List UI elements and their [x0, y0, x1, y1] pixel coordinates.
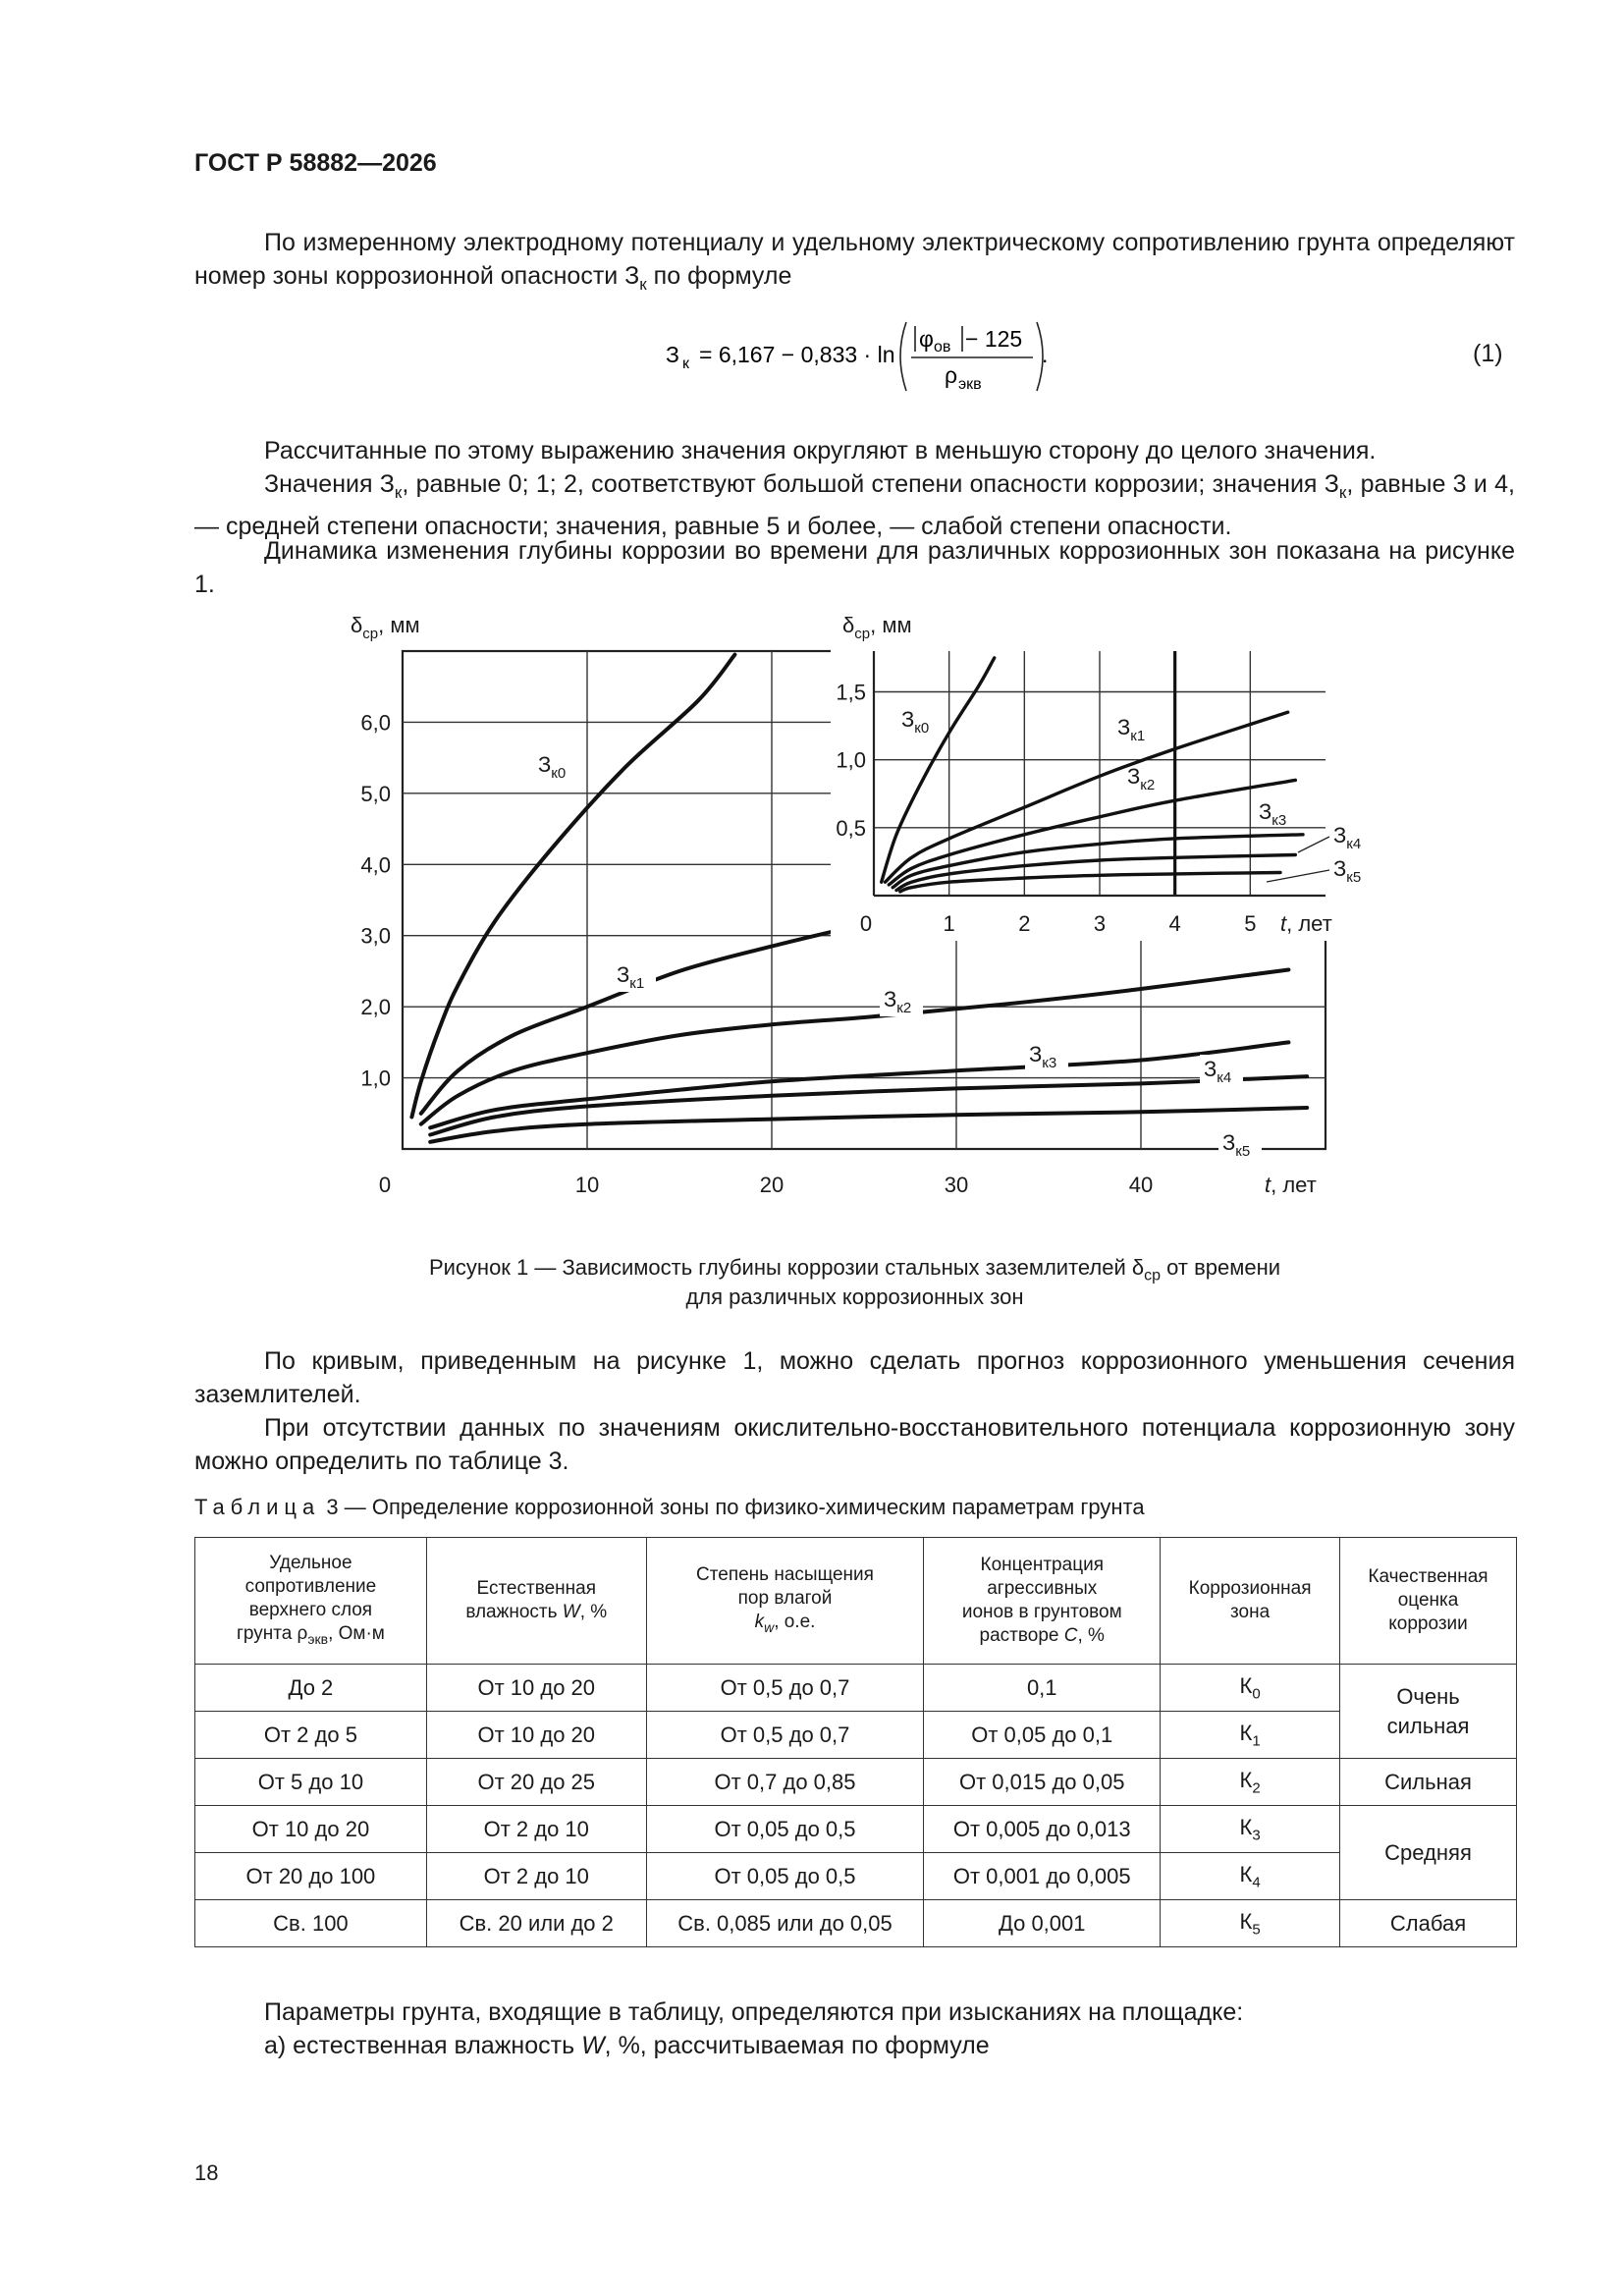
main-curve-к5 — [430, 1108, 1307, 1142]
inset-y-tick-label: 0,5 — [836, 815, 866, 841]
inset-y-tick-label: 1,0 — [836, 747, 866, 773]
cell-moisture: От 20 до 25 — [426, 1759, 646, 1806]
cell-concentration: От 0,005 до 0,013 — [924, 1806, 1161, 1853]
formula-end: . — [1042, 342, 1049, 367]
main-x-tick-label: 40 — [1128, 1173, 1154, 1197]
table-row — [195, 1665, 1517, 1712]
main-y-tick-label: 4,0 — [360, 852, 391, 878]
main-curve-label-к1: $З_{к1}$ — [617, 962, 645, 992]
cell-saturation: От 0,05 до 0,5 — [646, 1806, 924, 1853]
main-curve-label-к0: $З_{к0}$ — [538, 752, 567, 782]
cell-zone: $К_4$ — [1161, 1853, 1340, 1900]
cell-zone: $К_3$ — [1161, 1806, 1340, 1853]
main-y-tick-label: 1,0 — [360, 1066, 391, 1091]
main-y-tick-label: 6,0 — [360, 710, 391, 736]
header-concentration: Концентрация агрессивных ионов в грунтовом растворе C, % — [924, 1538, 1161, 1665]
formula-lhs: З — [666, 342, 679, 367]
main-y-tick-label: 2,0 — [360, 995, 391, 1020]
main-y-axis-label: $\delta_{ср}$, мм — [351, 613, 420, 642]
main-y-tick-label: 5,0 — [360, 781, 391, 806]
formula-den-sub: экв — [958, 376, 982, 393]
header-saturation: Степень насыщения пор влагой $k_w$, о.е. — [646, 1538, 924, 1665]
cell-moisture: От 2 до 10 — [426, 1853, 646, 1900]
inset-x-tick-label: 0 — [859, 911, 873, 936]
cell-resistivity: От 5 до 10 — [195, 1759, 427, 1806]
inset-x-tick-label: 4 — [1168, 911, 1181, 936]
header-moisture: Естественная влажность W, % — [426, 1538, 646, 1665]
main-curve-label-к3: $З_{к3}$ — [1029, 1042, 1057, 1071]
cell-saturation: От 0,5 до 0,7 — [646, 1712, 924, 1759]
main-curve-label-к4: $З_{к4}$ — [1204, 1057, 1232, 1086]
cell-moisture: Св. 20 или до 2 — [426, 1900, 646, 1947]
table-row — [195, 1900, 1517, 1947]
inset-curve-label-к4: $З_{к4}$ — [1333, 823, 1362, 852]
main-x-tick-label: 10 — [574, 1173, 600, 1197]
main-x-tick-label: 0 — [378, 1173, 392, 1197]
main-curve-label-к2: $З_{к2}$ — [884, 987, 912, 1016]
header-zone: Коррозионная зона — [1161, 1538, 1340, 1665]
main-x-tick-label: 20 — [759, 1173, 784, 1197]
paragraph-soil-params: Параметры грунта, входящие в таблицу, определяются при изысканиях на площадке: — [264, 1998, 1244, 2026]
inset-x-tick-label: 5 — [1244, 911, 1257, 936]
cell-zone: $К_1$ — [1161, 1712, 1340, 1759]
inset-curve-label-к3: $З_{к3}$ — [1259, 799, 1287, 829]
cell-zone: $К_2$ — [1161, 1759, 1340, 1806]
cell-zone: $К_0$ — [1161, 1665, 1340, 1712]
main-curve-к0 — [411, 655, 734, 1118]
inset-x-tick-label: 2 — [1018, 911, 1031, 936]
cell-concentration: От 0,05 до 0,1 — [924, 1712, 1161, 1759]
inset-x-tick-label: 1 — [943, 911, 955, 936]
cell-saturation: Св. 0,085 или до 0,05 — [646, 1900, 924, 1947]
main-x-tick-label: 30 — [944, 1173, 969, 1197]
cell-assessment-medium: Средняя — [1340, 1806, 1517, 1900]
inset-curve-label-к2: $З_{к2}$ — [1127, 764, 1156, 793]
paragraph-dynamics: Динамика изменения глубины коррозии во времени для различных коррозионных зон показана на рисунке 1. — [194, 537, 1515, 598]
inset-x-tick-label: 3 — [1093, 911, 1107, 936]
main-x-axis-label: t, лет — [1265, 1173, 1317, 1197]
cell-resistivity: От 10 до 20 — [195, 1806, 427, 1853]
formula-rhs: = 6,167 − 0,833 · ln — [699, 342, 895, 367]
inset-curve-label-к0: $З_{к0}$ — [901, 707, 930, 737]
cell-resistivity: От 20 до 100 — [195, 1853, 427, 1900]
table-row — [195, 1806, 1517, 1853]
formula-den: ρ — [945, 362, 958, 388]
cell-assessment-weak: Слабая — [1340, 1900, 1517, 1947]
paragraph-rounding: Рассчитанные по этому выражению значения округляют в меньшую сторону до целого значения. — [264, 437, 1377, 465]
inset-curve-label-к5: $З_{к5}$ — [1333, 856, 1362, 886]
cell-saturation: От 0,05 до 0,5 — [646, 1853, 924, 1900]
equation-number: (1) — [1473, 340, 1503, 367]
cell-concentration: От 0,001 до 0,005 — [924, 1853, 1161, 1900]
table-title: Таблица 3 — Определение коррозионной зоны по физико-химическим параметрам грунта — [194, 1495, 1145, 1519]
cell-resistivity: От 2 до 5 — [195, 1712, 427, 1759]
cell-resistivity: До 2 — [195, 1665, 427, 1712]
table-row — [195, 1759, 1517, 1806]
document-code-header: ГОСТ Р 58882—2026 — [194, 149, 437, 177]
table-row — [195, 1853, 1517, 1900]
cell-concentration: 0,1 — [924, 1665, 1161, 1712]
paragraph-moisture-formula: а) естественная влажность W, %, рассчитываемая по формуле — [264, 2032, 990, 2059]
cell-zone: $К_5$ — [1161, 1900, 1340, 1947]
main-y-tick-label: 3,0 — [360, 923, 391, 949]
cell-saturation: От 0,7 до 0,85 — [646, 1759, 924, 1806]
formula-num-phi-sub: ов — [934, 339, 951, 355]
main-curve-к1 — [421, 929, 845, 1114]
page-number: 18 — [194, 2160, 219, 2185]
paragraph-no-data: При отсутствии данных по значениям окислительно-восстановительного потенциала коррозионную зону можно определить по таблице 3. — [194, 1414, 1515, 1475]
cell-resistivity: Св. 100 — [195, 1900, 427, 1947]
inset-y-axis-label: $\delta_{ср}$, мм — [842, 613, 912, 642]
intro-paragraph: По измеренному электродному потенциалу и удельному электрическому сопротивлению грунта определяют номер зоны коррозионной опасности $З_к$ по формуле — [194, 229, 1515, 294]
paragraph-forecast: По кривым, приведенным на рисунке 1, можно сделать прогноз коррозионного уменьшения сечения заземлителей. — [194, 1347, 1515, 1408]
formula-num-rest: − 125 — [965, 326, 1023, 352]
main-curve-label-к5: $З_{к5}$ — [1222, 1130, 1251, 1160]
soil-parameters-table — [194, 1537, 1517, 1947]
cell-moisture: От 10 до 20 — [426, 1712, 646, 1759]
cell-concentration: От 0,015 до 0,05 — [924, 1759, 1161, 1806]
cell-assessment-strong: Сильная — [1340, 1759, 1517, 1806]
inset-y-tick-label: 1,5 — [836, 680, 866, 705]
cell-moisture: От 2 до 10 — [426, 1806, 646, 1853]
cell-moisture: От 10 до 20 — [426, 1665, 646, 1712]
table-header-row — [195, 1538, 1517, 1665]
header-assessment: Качественная оценка коррозии — [1340, 1538, 1517, 1665]
inset-x-axis-label: t, лет — [1280, 911, 1332, 936]
cell-concentration: До 0,001 — [924, 1900, 1161, 1947]
cell-saturation: От 0,5 до 0,7 — [646, 1665, 924, 1712]
main-curve-к3 — [430, 1042, 1288, 1127]
inset-curve-label-к1: $З_{к1}$ — [1117, 715, 1146, 744]
cell-assessment-very-strong: Очень сильная — [1340, 1665, 1517, 1759]
figure-caption: Рисунок 1 — Зависимость глубины коррозии стальных заземлителей $\delta_{ср}$ от времени — [428, 1255, 1281, 1285]
header-resistivity: Удельное сопротивление верхнего слоя грунта $\rho_{экв}$, Ом·м — [195, 1538, 427, 1665]
formula-num-phi: φ — [919, 326, 934, 352]
formula-lhs-sub: к — [682, 355, 689, 372]
figure-caption-line2: для различных коррозионных зон — [685, 1285, 1024, 1309]
paragraph-zone-values: Значения $З_к$, равные 0; 1; 2, соответствуют большой степени опасности коррозии; значения $З_к$, равные 3 и 4, — средней степени опасности; значения, равные 5 и более, — слабой степени опасности. — [194, 470, 1515, 540]
table-row — [195, 1712, 1517, 1759]
